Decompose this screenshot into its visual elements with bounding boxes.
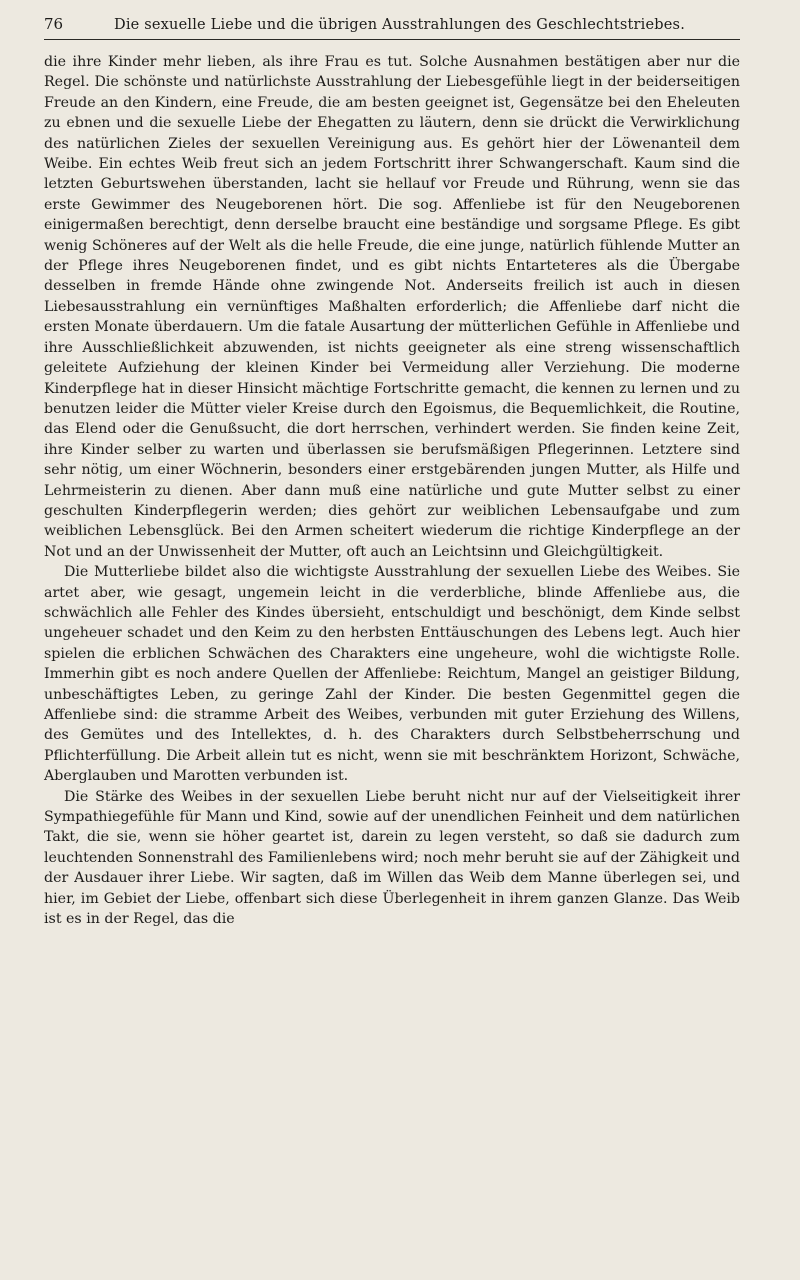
paragraph: die ihre Kinder mehr lieben, als ihre Frau es tut. Solche Ausnahmen bestätigen aber nur die Regel. Die schönste und natürlichste Ausstrahlung der Liebesgefühle liegt in der beiderseitigen Freude an den Kindern, eine Freude, die am besten geeignet ist, Gegensätze bei den Eheleuten zu ebnen und die sexuelle Liebe der Ehegatten zu läutern, denn sie drückt die Verwirklichung des natürlichen Zieles der sexuellen Vereinigung aus. Es gehört hier der Löwenanteil dem Weibe. Ein echtes Weib freut sich an jedem Fortschritt ihrer Schwangerschaft. Kaum sind die letzten Geburtswehen überstanden, lacht sie hellauf vor Freude und Rührung, wenn sie das erste Gewimmer des Neugeborenen hört. Die sog. Affenliebe ist für den Neugeborenen einigermaßen berechtigt, denn derselbe braucht eine beständige und sorgsame Pflege. Es gibt wenig Schöneres auf der Welt als die helle Freude, die eine junge, natürlich fühlende Mutter an der Pflege ihres Neugeborenen findet, und es gibt nichts Entarteteres als die Übergabe desselben in fremde Hände ohne zwingende Not. Anderseits freilich ist auch in diesen Liebesausstrahlung ein vernünftiges Maßhalten erforderlich; die Affenliebe darf nicht die ersten Monate überdauern. Um die fatale Ausartung der mütterlichen Gefühle in Affenliebe und ihre Ausschließlichkeit abzuwenden, ist nichts geeigneter als eine streng wissenschaftlich geleitete Aufziehung der kleinen Kinder bei Vermeidung aller Verziehung. Die moderne Kinderpflege hat in dieser Hinsicht mächtige Fortschritte gemacht, die kennen zu lernen und zu benutzen leider die Mütter vieler Kreise durch den Egoismus, die Bequemlichkeit, die Routine, das Elend oder die Genußsucht, die dort herrschen, verhindert werden. Sie finden keine Zeit, ihre Kinder selber zu warten und überlassen sie berufsmäßigen Pflegerinnen. Letztere sind sehr nötig, um einer Wöchnerin, besonders einer erstgebärenden jungen Mutter, als Hilfe und Lehrmeisterin zu dienen. Aber dann muß eine natürliche und gute Mutter selbst zu einer geschulten Kinderpflegerin werden; dies gehört zur weiblichen Lebensaufgabe und zum weiblichen Lebensglück. Bei den Armen scheitert wiederum die richtige Kinderpflege an der Not und an der Unwissenheit der Mutter, oft auch an Leichtsinn und Gleichgültigkeit.: [44, 54, 740, 560]
header-rule: [44, 39, 740, 40]
body-text: [44, 52, 740, 929]
running-head-title: Die sexuelle Liebe und die übrigen Ausstrahlungen des Geschlechtstriebes.: [114, 17, 686, 33]
paragraph: Die Stärke des Weibes in der sexuellen Liebe beruht nicht nur auf der Vielseitigkeit ihrer Sympathiegefühle für Mann und Kind, sowie auf der unendlichen Feinheit und dem natürlichen Takt, die sie, wenn sie höher geartet ist, darein zu legen versteht, so daß sie dadurch zum leuchtenden Sonnenstrahl des Familienlebens wird; noch mehr beruht sie auf der Zähigkeit und der Ausdauer ihrer Liebe. Wir sagten, daß im Willen das Weib dem Manne überlegen sei, und hier, im Gebiet der Liebe, offenbart sich diese Überlegenheit in ihrem ganzen Glanze. Das Weib ist es in der Regel, das die: [44, 788, 740, 928]
page-number: 76: [44, 15, 64, 33]
running-head: [44, 14, 740, 35]
paragraph: Die Mutterliebe bildet also die wichtigste Ausstrahlung der sexuellen Liebe des Weibes. Sie artet aber, wie gesagt, ungemein leicht in die verderbliche, blinde Affenliebe aus, die schwächlich alle Fehler des Kindes übersieht, entschuldigt und beschönigt, dem Kinde selbst ungeheuer schadet und den Keim zu den herbsten Enttäuschungen des Lebens legt. Auch hier spielen die erblichen Schwächen des Charakters eine ungeheure, wohl die wichtigste Rolle. Immerhin gibt es noch andere Quellen der Affenliebe: Reichtum, Mangel an geistiger Bildung, unbeschäftigtes Leben, zu geringe Zahl der Kinder. Die besten Gegenmittel gegen die Affenliebe sind: die stramme Arbeit des Weibes, verbunden mit guter Erziehung des Willens, des Gemütes und des Intellektes, d. h. des Charakters durch Selbstbeherrschung und Pflichterfüllung. Die Arbeit allein tut es nicht, wenn sie mit beschränktem Horizont, Schwäche, Aberglauben und Marotten verbunden ist.: [44, 564, 740, 785]
